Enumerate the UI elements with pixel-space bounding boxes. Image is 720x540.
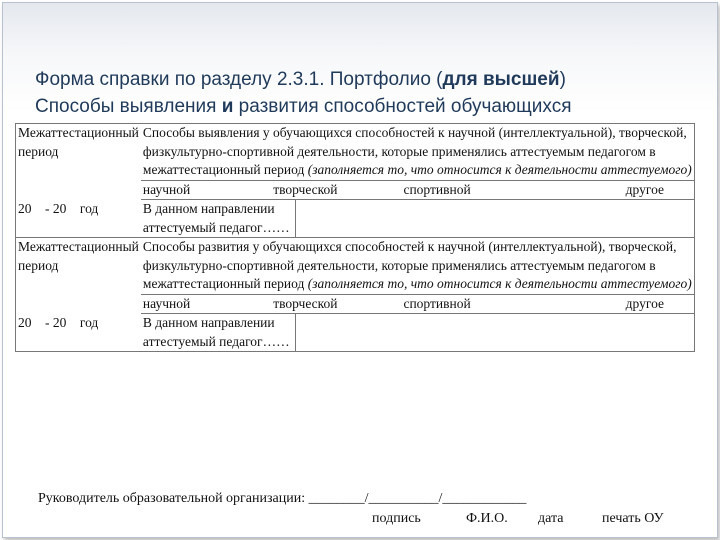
- signature-labels: [372, 508, 664, 529]
- section2-years: 20 - 20 год: [16, 314, 141, 352]
- title-bold: для высшей: [442, 69, 560, 90]
- subtitle-bold: и: [221, 96, 234, 117]
- section1-direction: В данном направлении аттестуемый педагог……: [141, 200, 296, 238]
- category-other: другое: [625, 181, 664, 197]
- section1-description: Способы выявления у обучающихся способностей к научной (интеллектуальной), творческой, физкультурно-спортивной деятельности, которые применялись аттестуемым педагогом в межаттестационный период: [142, 125, 687, 177]
- section1-entry-field[interactable]: [295, 200, 694, 238]
- label-stamp: печать ОУ: [602, 511, 664, 526]
- category-scientific: научной: [142, 295, 191, 311]
- title-text: Форма справки по разделу 2.3.1. Портфолио (: [35, 69, 443, 90]
- section1-note: (заполняется то, что относится к деятельности аттестуемого): [307, 162, 692, 177]
- label-date: дата: [538, 511, 564, 526]
- category-creative: творческой: [273, 295, 338, 311]
- section1-description-cell: [141, 124, 695, 181]
- category-scientific: научной: [142, 181, 191, 197]
- signature-line: Руководитель образовательной организации: ________/__________/____________: [38, 491, 527, 506]
- page-title: [35, 66, 715, 120]
- section2-direction: В данном направлении аттестуемый педагог……: [141, 314, 296, 352]
- label-fio: Ф.И.О.: [466, 511, 508, 526]
- section1-years: 20 - 20 год: [16, 200, 141, 238]
- portfolio-form-table: [15, 123, 695, 352]
- section1-header-row: [16, 124, 695, 181]
- section2-entry-row: [16, 314, 695, 352]
- subtitle-text-end: развития способностей обучающихся: [233, 96, 572, 117]
- section2-categories-row: [16, 294, 695, 314]
- category-other: другое: [625, 295, 664, 311]
- category-sport: спортивной: [403, 295, 471, 311]
- label-signature: подпись: [372, 511, 421, 526]
- section1-empty-left: [16, 180, 141, 200]
- title-line-1: [35, 66, 715, 93]
- title-line-2: [35, 93, 715, 120]
- section2-empty-left: [16, 294, 141, 314]
- section1-categories-row: [16, 180, 695, 200]
- subtitle-text: Способы выявления: [35, 96, 222, 117]
- category-creative: творческой: [273, 181, 338, 197]
- section2-description-cell: [141, 238, 695, 295]
- category-sport: спортивной: [403, 181, 471, 197]
- section2-entry-field[interactable]: [295, 314, 694, 352]
- section1-categories: [141, 180, 695, 200]
- section2-categories: [141, 294, 695, 314]
- section1-entry-row: [16, 200, 695, 238]
- section1-period-label: Межаттестационный период: [16, 124, 141, 181]
- title-text-end: ): [559, 69, 566, 90]
- section2-description: Способы развития у обучающихся способностей к научной (интеллектуальной), творческой, физкультурно-спортивной деятельности, которые применялись аттестуемым педагогом в межаттестационный период: [142, 239, 677, 291]
- section2-header-row: [16, 238, 695, 295]
- section2-note: (заполняется то, что относится к деятельности аттестуемого): [307, 276, 692, 291]
- section2-period-label: Межаттестационный период: [16, 238, 141, 295]
